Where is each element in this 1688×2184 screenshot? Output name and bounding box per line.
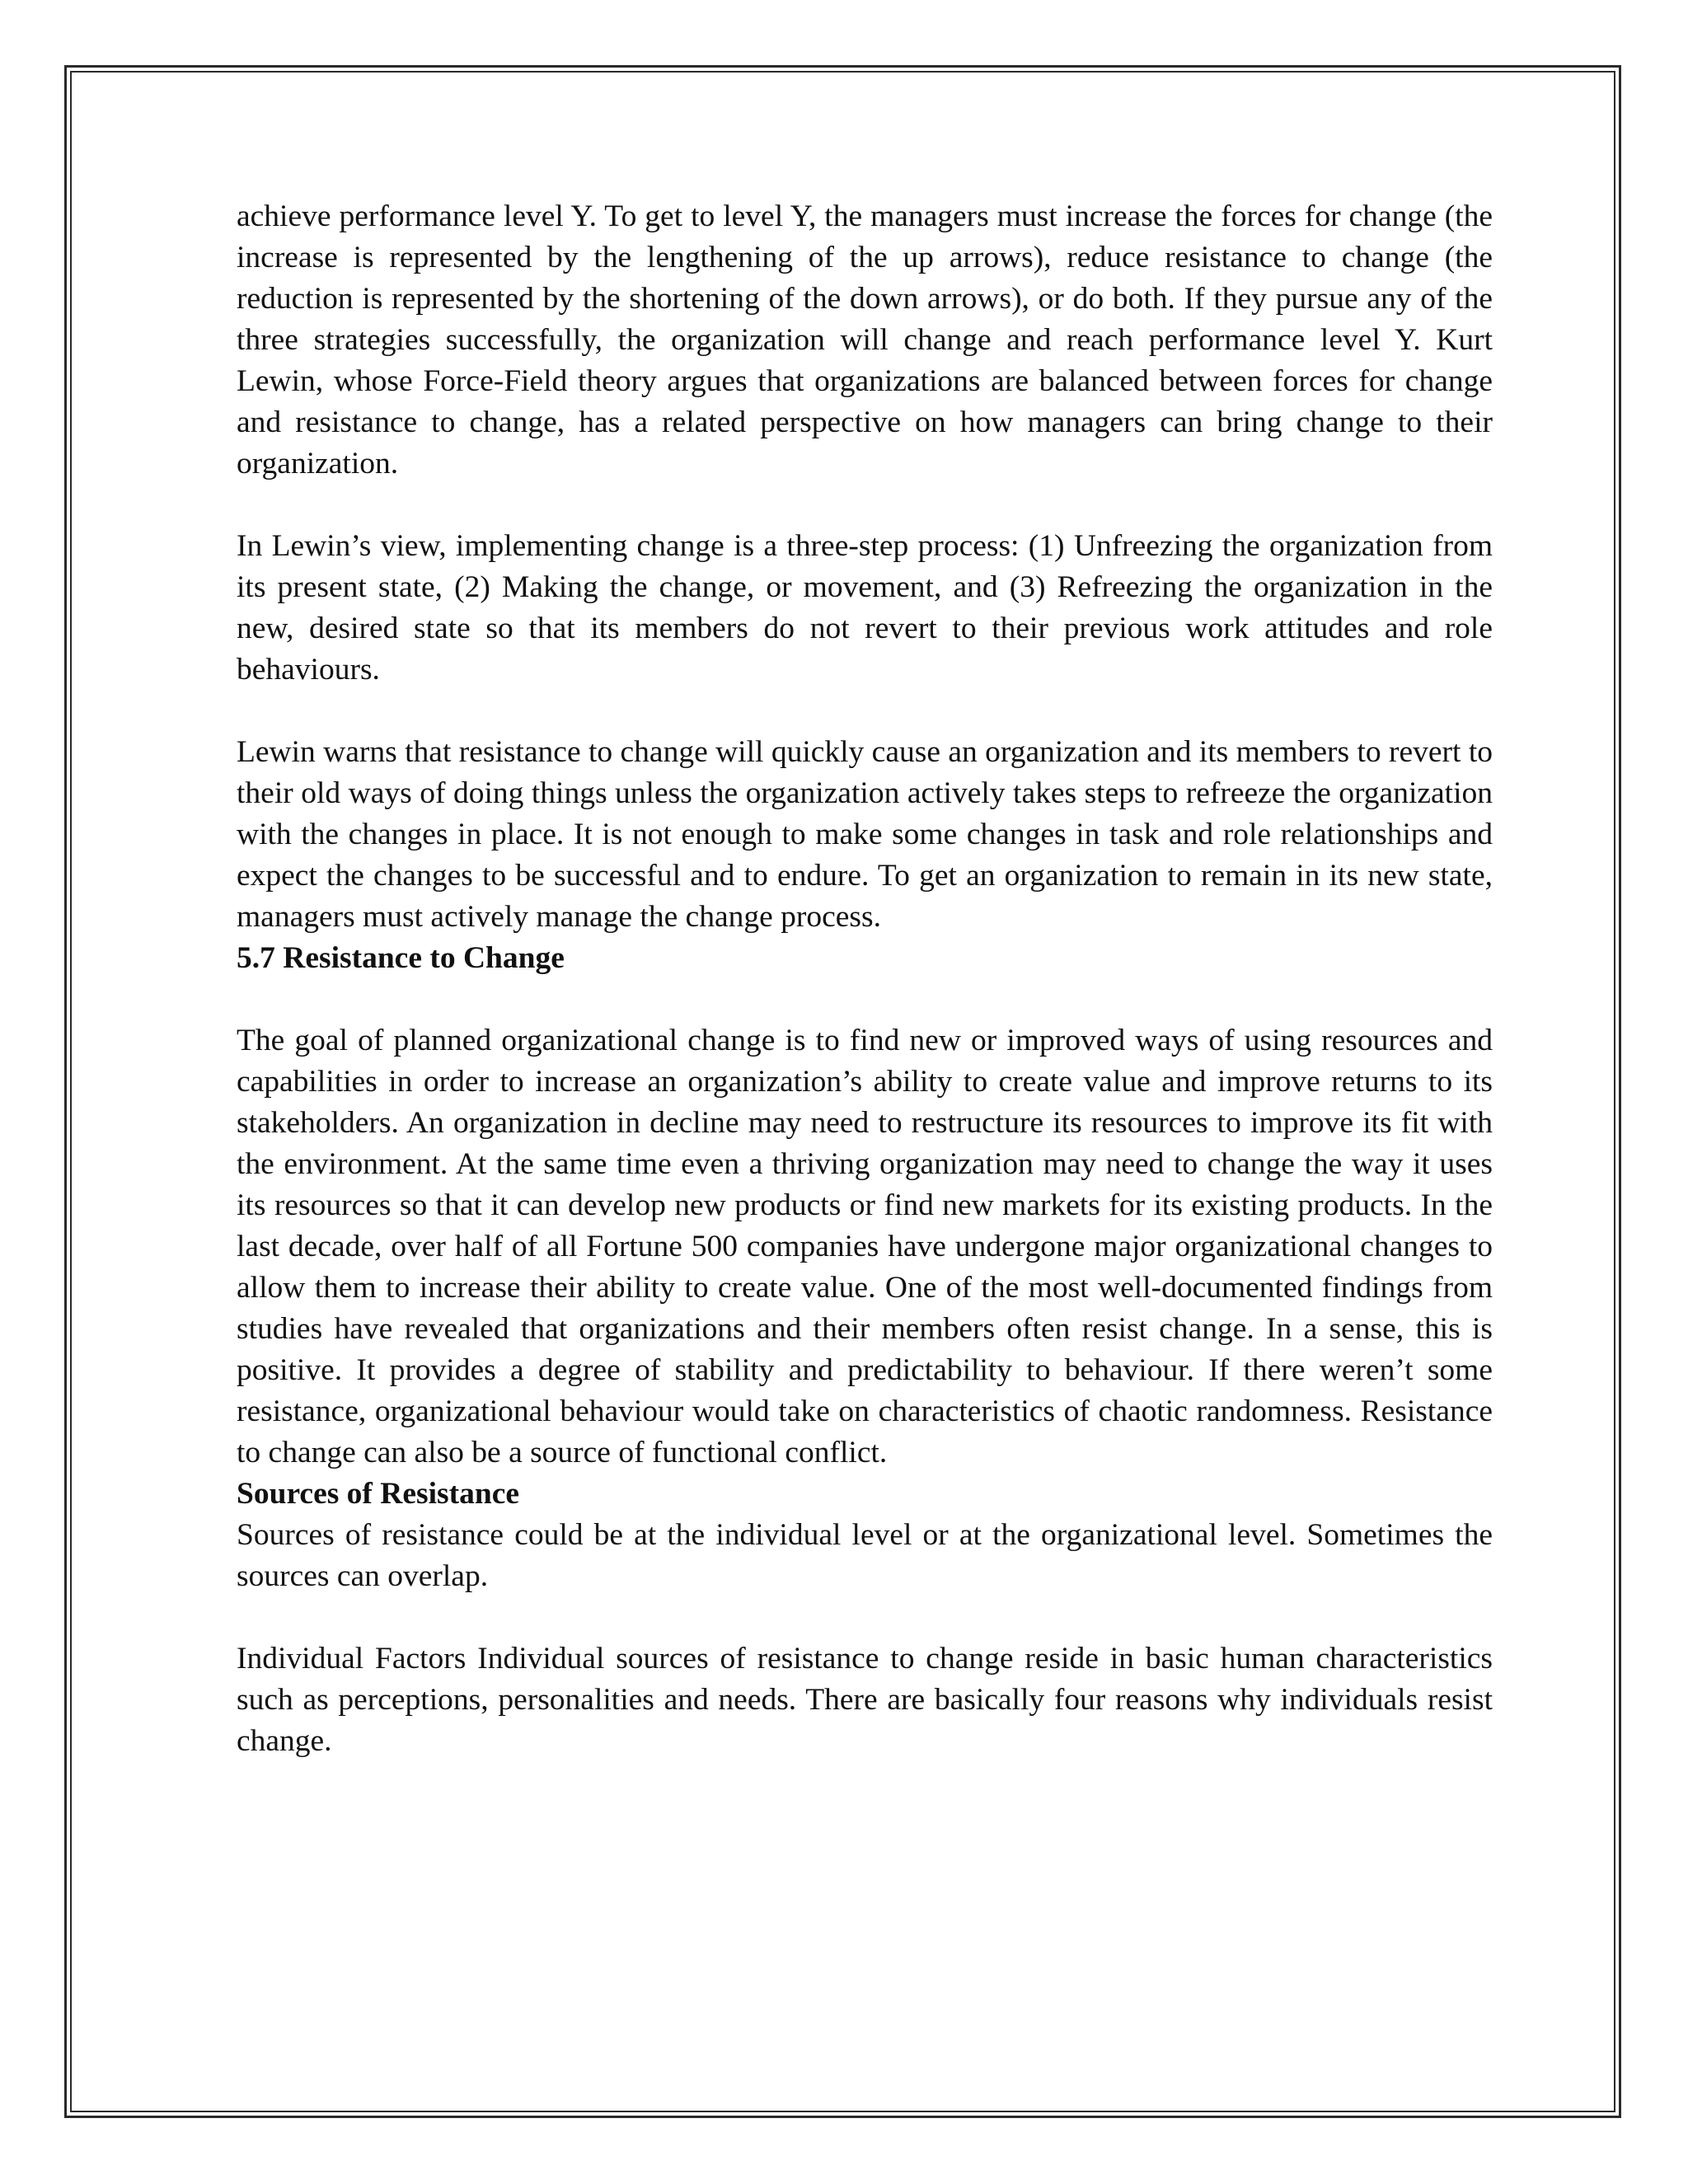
section-heading-resistance: 5.7 Resistance to Change (237, 941, 565, 975)
subheading-sources-of-resistance: Sources of Resistance (237, 1477, 520, 1511)
paragraph-force-field: achieve performance level Y. To get to level Y, the managers must increase the forces for change (the increase is represented by the lengthening of the up arrows), reduce resistance to change (the reduction is represented by the shortening of the down arrows), or do both. If they pursue any of the three strategies successfully, the organization will change and reach performance level Y. Kurt Lewin, whose Force-Field theory argues that organizations are balanced between forces for change and resistance to change, has a related perspective on how managers can bring change to their organization. (237, 199, 1493, 480)
paragraph-lewin-three-step: In Lewin’s view, implementing change is a three-step process: (1) Unfreezing the organization from its present state, (2) Making the change, or movement, and (3) Refreezing the organization in the new, desired state so that its members do not revert to their previous work attitudes and role behaviours. (237, 529, 1493, 687)
paragraph-individual-factors: Individual Factors Individual sources of resistance to change reside in basic human characteristics such as perceptions, personalities and needs. There are basically four reasons why individuals resist change. (237, 1642, 1493, 1758)
paragraph-planned-change: The goal of planned organizational change is to find new or improved ways of using resources and capabilities in order to increase an organization’s ability to create value and improve returns to its stakeholders. An organization in decline may need to restructure its resources to improve its fit with the environment. At the same time even a thriving organization may need to change the way it uses its resources so that it can develop new products or find new markets for its existing products. In the last decade, over half of all Fortune 500 companies have undergone major organizational changes to allow them to increase their ability to create value. One of the most well-documented findings from studies have revealed that organizations and their members often resist change. In a sense, this is positive. It provides a degree of stability and predictability to behaviour. If there weren’t some resistance, organizational behaviour would take on characteristics of chaotic randomness. Resistance to change can also be a source of functional conflict. (237, 1024, 1493, 1469)
page-content (237, 196, 1493, 1762)
paragraph-sources: Sources of resistance could be at the individual level or at the organizational level. Sometimes the sources can overlap. (237, 1518, 1493, 1593)
paragraph-lewin-warning: Lewin warns that resistance to change will quickly cause an organization and its members to revert to their old ways of doing things unless the organization actively takes steps to refreeze the organization with the changes in place. It is not enough to make some changes in task and role relationships and expect the changes to be successful and to endure. To get an organization to remain in its new state, managers must actively manage the change process. (237, 735, 1493, 934)
